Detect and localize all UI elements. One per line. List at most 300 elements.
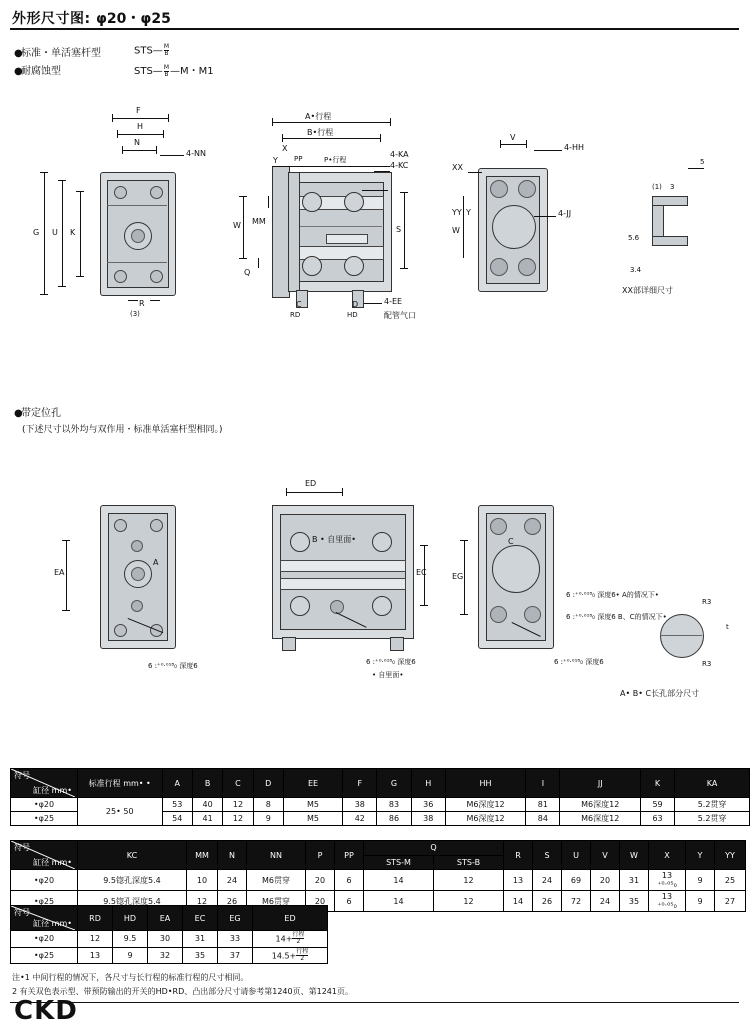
variant-1-code-prefix: STS— <box>134 45 163 57</box>
note-1 <box>12 972 248 983</box>
t1-col-JJ: JJ <box>560 769 640 798</box>
t2-symbol-cell <box>11 841 78 870</box>
t2-r1-QM: 14 <box>364 891 434 912</box>
t1-r0-B: 40 <box>192 798 222 812</box>
t1-r1-G: 86 <box>377 812 411 826</box>
t1-col-G: G <box>377 769 411 798</box>
t3-r0-bore: •φ20 <box>11 931 78 948</box>
t2-r0-YY: 25 <box>715 870 746 891</box>
dim-F-line <box>112 118 168 119</box>
dim-N-line <box>122 150 156 151</box>
dim-G-tick-t <box>40 172 48 173</box>
dim-EA-tick-b <box>62 610 70 611</box>
variant-1-frac: $\frac{M}{B}$ <box>163 43 169 57</box>
blv-loc-hole-b <box>131 600 143 612</box>
t2-r1-P: 20 <box>306 891 335 912</box>
t1-r0-D: 8 <box>253 798 283 812</box>
blv-A-label: A <box>153 558 159 567</box>
dim-Y-label: Y <box>273 156 278 165</box>
xx-dim-3: 3 <box>670 183 675 191</box>
fv-slot <box>326 234 368 244</box>
dim-F-tick-l <box>112 114 113 122</box>
t3-col-EG: EG <box>218 906 253 931</box>
t2-col-Q: Q <box>364 841 504 856</box>
dim-EG-label: EG <box>452 572 464 581</box>
xx-dim-34: 3.4 <box>630 266 642 274</box>
dim-P-label: P•行程 <box>324 156 347 164</box>
t3-r0-EG: 33 <box>218 931 253 948</box>
lv-centre-bore <box>131 229 145 243</box>
dim-EA-line <box>66 540 67 610</box>
t2-r1-MM: 12 <box>187 891 218 912</box>
t1-col-HH: HH <box>445 769 525 798</box>
fv-plate2 <box>288 172 300 292</box>
dim-R-line-l <box>128 300 138 301</box>
dim-K-tick-b <box>76 276 84 277</box>
t1-r0-JJ: M6深度12 <box>560 798 640 812</box>
dim-XX-leader <box>468 172 482 173</box>
t2-r1-W: 35 <box>620 891 649 912</box>
slot-R3-bottom: R3 <box>702 660 712 668</box>
dim-B-line <box>282 138 380 139</box>
note-1-text: 1 中间行程的情况下，各尺寸与长行程的标准行程的尺寸相同。 <box>24 973 249 982</box>
dim-H-tick-l <box>117 130 118 138</box>
t1-col-H: H <box>411 769 445 798</box>
rv-big-bore <box>492 205 536 249</box>
xx-dim-5-line <box>688 168 704 169</box>
t1-bore-label: 缸径 mm• <box>33 786 72 795</box>
dim-S-tick-b <box>400 268 408 269</box>
xx-caption: XX部详细尺寸 <box>622 286 673 295</box>
spec-table-1 <box>10 768 750 826</box>
t2-r0-S: 24 <box>533 870 562 891</box>
brv-side-note-2: 6 :⁺⁰·⁰¹⁸₀ 深度6 B、C的情况下• <box>566 613 667 621</box>
loc-hole-heading-label: 带定位孔 <box>21 408 61 419</box>
t1-r1-F: 42 <box>343 812 377 826</box>
dim-S-label: S <box>396 225 402 234</box>
variant-2-code-prefix: STS— <box>134 66 163 77</box>
t1-r0-A: 53 <box>162 798 192 812</box>
footer-rule <box>10 1002 739 1003</box>
variant-2-label: 耐腐蚀型 <box>21 66 61 77</box>
brand-logo: CKD <box>14 996 78 1026</box>
t1-r0-G: 83 <box>377 798 411 812</box>
dim-3-label: (3) <box>130 310 140 318</box>
t2-r0-V: 20 <box>591 870 620 891</box>
blv-note: 6 :⁺⁰·⁰¹⁸₀ 深度6 <box>148 662 198 670</box>
dim-B-tick-l <box>282 134 283 142</box>
table-row <box>11 931 328 948</box>
t2-r0-KC: 9.5锪孔深度5.4 <box>78 870 187 891</box>
t2-col-W: W <box>620 841 649 870</box>
dim-EG-tick-b <box>460 614 468 615</box>
t1-r0-bore: •φ20 <box>11 798 78 812</box>
dim-A-label: A•行程 <box>305 112 332 121</box>
variant-2-code <box>134 62 214 78</box>
t1-col-C: C <box>223 769 253 798</box>
dim-K-tick-t <box>76 191 84 192</box>
dim-Q-label: Q <box>244 268 251 277</box>
dim-EG-tick-t <box>460 540 468 541</box>
callout-4NN-label: 4-NN <box>186 149 206 158</box>
fv-boss-bl <box>302 256 322 276</box>
bfv-boss-tl <box>290 532 310 552</box>
t2-r1-KC: 9.5锪孔深度5.4 <box>78 891 187 912</box>
dim-A-tick-r <box>390 118 391 126</box>
t2-r0-R: 13 <box>504 870 533 891</box>
brv-C-label: C <box>508 537 514 546</box>
bullet-dot-icon-3: ● <box>14 408 23 419</box>
lv-line-1 <box>107 205 167 206</box>
loc-hole-heading <box>14 404 61 419</box>
dim-V-line <box>500 144 526 145</box>
bullet-dot-icon: ● <box>14 48 23 59</box>
t1-r1-D: 9 <box>253 812 283 826</box>
note-2-text: 2 有关双色表示型、带预防输出的开关的HD•RD、凸出部分尺寸请参考第1240页、第1241页。 <box>12 987 353 996</box>
variant-line-2 <box>14 62 61 77</box>
t1-col-B: B <box>192 769 222 798</box>
lv-line-2 <box>107 262 167 263</box>
slot-centre-line <box>660 635 702 636</box>
rv-hole-br <box>518 258 536 276</box>
dim-B-tick-r <box>380 134 381 142</box>
t2-header-row <box>11 841 746 856</box>
t3-r0-RD: 12 <box>78 931 113 948</box>
t1-r0-F: 38 <box>343 798 377 812</box>
dim-EC-tick-t <box>420 545 428 546</box>
blv-bolt-tr <box>150 519 163 532</box>
t2-r1-R: 14 <box>504 891 533 912</box>
t3-r1-ED <box>253 947 328 964</box>
xx-dim-1: (1) <box>652 183 662 191</box>
t1-r1-H: 38 <box>411 812 445 826</box>
bfv-B-note: B • 自里面• <box>312 535 357 544</box>
dim-ED-tick-r <box>342 488 343 496</box>
t3-col-HD: HD <box>113 906 148 931</box>
dim-G-line <box>44 172 45 294</box>
t2-col-PP: PP <box>335 841 364 870</box>
t1-r0-H: 36 <box>411 798 445 812</box>
dim-B-label: B•行程 <box>307 128 334 137</box>
dim-S-tick-t <box>400 192 408 193</box>
t2-col-YY: YY <box>715 841 746 870</box>
t2-col-S: S <box>533 841 562 870</box>
t3-r1-EG: 37 <box>218 947 253 964</box>
t1-r0-EE: M5 <box>283 798 342 812</box>
rv-hole-tl <box>490 180 508 198</box>
t3-r1-HD: 9 <box>113 947 148 964</box>
callout-4JJ-leader <box>534 216 556 217</box>
dim-K-line <box>80 191 81 276</box>
t2-r0-MM: 10 <box>187 870 218 891</box>
t1-col-EE: EE <box>283 769 342 798</box>
t1-col-KA: KA <box>675 769 750 798</box>
t1-col-K: K <box>640 769 674 798</box>
t1-r1-K: 63 <box>640 812 674 826</box>
dim-R-line-r <box>150 300 160 301</box>
t3-col-ED: ED <box>253 906 328 931</box>
t2-col-KC: KC <box>78 841 187 870</box>
callout-4NN-leader <box>160 155 184 156</box>
bfv-rail-1 <box>280 560 406 572</box>
t2-col-N: N <box>218 841 247 870</box>
bfv-foot-r <box>390 637 404 651</box>
dim-U-tick-t <box>58 180 66 181</box>
t1-col-stroke: 标准行程 mm• • <box>77 769 162 798</box>
dim-V-tick-r <box>526 140 527 148</box>
t2-col-Q-stsb: STS-B <box>434 855 504 870</box>
fv-boss-tl <box>302 192 322 212</box>
spec-table-2 <box>10 840 746 912</box>
brv-hole-tl <box>490 518 507 535</box>
dim-EC-tick-b <box>420 605 428 606</box>
t3-col-EC: EC <box>183 906 218 931</box>
dim-MM-line <box>268 196 269 208</box>
note-1-mark: 注• <box>12 973 25 982</box>
brv-hole-tr <box>524 518 541 535</box>
t3-r1-EA: 32 <box>148 947 183 964</box>
t2-col-MM: MM <box>187 841 218 870</box>
t1-r0-KA: 5.2贯穿 <box>675 798 750 812</box>
t1-r0-HH: M6深度12 <box>445 798 525 812</box>
t3-r0-ED-pre: 14+ <box>275 934 293 944</box>
dim-W-tick-t <box>239 196 247 197</box>
dim-EG-line <box>464 540 465 614</box>
bullet-dot-icon-2: ● <box>14 66 23 77</box>
t1-symbol-cell <box>11 769 78 798</box>
dim-V-tick-l <box>500 140 501 148</box>
t2-col-Y: Y <box>686 841 715 870</box>
loc-hole-subheading: (下述尺寸以外均与双作用・标准单活塞杆型相同。) <box>22 425 223 435</box>
t2-r1-NN: M6贯穿 <box>247 891 306 912</box>
t3-r0-ED <box>253 931 328 948</box>
t3-r0-ED-frac: 行程 2 <box>292 931 305 946</box>
dim-U-label: U <box>52 228 58 237</box>
t2-col-R: R <box>504 841 533 870</box>
dim-N-tick-l <box>122 146 123 154</box>
t1-r1-A: 54 <box>162 812 192 826</box>
t2-r0-NN: M6贯穿 <box>247 870 306 891</box>
dim-ED-tick-l <box>286 488 287 496</box>
brv-hole-bl <box>490 606 507 623</box>
dim-W-label: W <box>233 221 241 230</box>
xx-dim-56: 5.6 <box>628 234 640 242</box>
dim-HD-label: HD <box>347 311 358 319</box>
slot-outline <box>660 614 704 658</box>
dim-ED-label: ED <box>305 479 317 488</box>
t1-r1-B: 41 <box>192 812 222 826</box>
dim-EC-label: EC <box>416 568 427 577</box>
bfv-boss-br <box>372 596 392 616</box>
brv-hole-br <box>524 606 541 623</box>
page-title-sizes: φ20・φ25 <box>95 11 171 27</box>
table-row <box>11 798 750 812</box>
dim-D-label: D <box>352 300 359 309</box>
t1-col-I: I <box>526 769 560 798</box>
bfv-boss-tr <box>372 532 392 552</box>
rv-hole-tr <box>518 180 536 198</box>
callout-4KC-label: 4-KC <box>390 161 409 170</box>
t3-r1-bore: •φ25 <box>11 947 78 964</box>
title-rule <box>10 28 739 30</box>
dim-W-label-rv: W <box>452 226 460 235</box>
dim-G-tick-b <box>40 294 48 295</box>
t2-r1-bore: •φ25 <box>11 891 78 912</box>
blv-bolt-tl <box>114 519 127 532</box>
lv-bolt-bl <box>114 270 127 283</box>
t2-r0-PP: 6 <box>335 870 364 891</box>
t3-col-RD: RD <box>78 906 113 931</box>
bfv-note2: • 自里面• <box>372 671 404 679</box>
lv-bolt-br <box>150 270 163 283</box>
dim-YY-label: YY <box>452 208 462 217</box>
t3-r1-RD: 13 <box>78 947 113 964</box>
dim-W-line <box>243 196 244 258</box>
dim-C-label: C <box>296 300 302 309</box>
dim-G-label: G <box>33 228 40 237</box>
lv-bolt-tr <box>150 186 163 199</box>
t3-header-row <box>11 906 328 931</box>
t2-r0-P: 20 <box>306 870 335 891</box>
dim-S-line <box>404 192 405 268</box>
t2-r0-QM: 14 <box>364 870 434 891</box>
t2-r0-QB: 12 <box>434 870 504 891</box>
t1-r0-I: 81 <box>526 798 560 812</box>
dim-R-label: R <box>139 299 145 308</box>
t3-bore-label: 缸径 mm• <box>33 919 72 928</box>
t2-r1-N: 26 <box>218 891 247 912</box>
t1-header-row <box>11 769 750 798</box>
callout-4KC-leader <box>374 171 390 172</box>
t3-symbol-cell <box>11 906 78 931</box>
t2-col-Q-stsm: STS-M <box>364 855 434 870</box>
dim-EA-tick-t <box>62 540 70 541</box>
fv-boss-br <box>344 256 364 276</box>
blv-bolt-bl <box>114 624 127 637</box>
brv-side-note-1: 6 :⁺⁰·⁰¹⁸₀ 深度6• A的情况下• <box>566 591 659 599</box>
t2-r0-X: 13 ⁺⁰·⁰⁵₀ <box>649 870 686 891</box>
t3-r1-EC: 35 <box>183 947 218 964</box>
t3-symbol-label: 符号 <box>14 908 30 917</box>
page-title <box>12 8 171 28</box>
dim-K-label: K <box>70 228 76 237</box>
page-title-prefix: 外形尺寸图: <box>12 11 91 27</box>
dim-MM-label: MM <box>252 217 266 226</box>
bfv-rail-2 <box>280 578 406 590</box>
dim-N-tick-r <box>156 146 157 154</box>
slot-caption: A• B• C长孔部分尺寸 <box>620 689 700 698</box>
t1-col-F: F <box>343 769 377 798</box>
t1-r0-C: 12 <box>223 798 253 812</box>
dim-XX-label: XX <box>452 163 463 172</box>
xx-flange-bottom <box>652 236 688 246</box>
t1-symbol-label: 符号 <box>14 771 30 780</box>
brv-note: 6 :⁺⁰·⁰¹⁸₀ 深度6 <box>554 658 604 666</box>
t3-col-EA: EA <box>148 906 183 931</box>
variant-2-frac: $\frac{M}{B}$ <box>163 63 169 78</box>
t3-r1-ED-pre: 14.5+ <box>271 950 297 960</box>
t3-r0-HD: 9.5 <box>113 931 148 948</box>
t2-r0-bore: •φ20 <box>11 870 78 891</box>
dim-V-label: V <box>510 133 516 142</box>
callout-4JJ-label: 4-JJ <box>558 209 572 218</box>
dim-H-line <box>117 134 163 135</box>
port-note-label: 配管气口 <box>384 311 416 320</box>
t1-r1-JJ: M6深度12 <box>560 812 640 826</box>
lv-bolt-tl <box>114 186 127 199</box>
xx-flange-top <box>652 196 688 206</box>
dim-W-line-rv <box>463 196 464 258</box>
xx-dim-5: 5 <box>700 158 705 166</box>
dim-A-line <box>272 122 390 123</box>
t2-r1-Y: 9 <box>686 891 715 912</box>
dim-EA-label: EA <box>54 568 65 577</box>
table-row <box>11 947 328 964</box>
callout-4HH-leader <box>534 150 562 151</box>
callout-4EE-leader <box>364 303 382 304</box>
callout-4EE-label: 4-EE <box>384 297 403 306</box>
t2-r0-U: 69 <box>562 870 591 891</box>
t3-r0-EA: 30 <box>148 931 183 948</box>
t2-r1-U: 72 <box>562 891 591 912</box>
t2-col-P: P <box>306 841 335 870</box>
bfv-note: 6 :⁺⁰·⁰¹⁸₀ 深度6 <box>366 658 416 666</box>
callout-4HH-label: 4-HH <box>564 143 585 152</box>
spec-table-3 <box>10 905 328 964</box>
callout-4KA-label: 4-KA <box>390 150 409 159</box>
t2-col-NN: NN <box>247 841 306 870</box>
table-row <box>11 870 746 891</box>
dim-RD-label: RD <box>290 311 301 319</box>
t3-r0-EC: 31 <box>183 931 218 948</box>
dim-ED-line <box>286 492 342 493</box>
rv-hole-bl <box>490 258 508 276</box>
slot-t-label: t <box>726 623 729 631</box>
dim-W-tick-b <box>239 258 247 259</box>
t2-symbol-label: 符号 <box>14 843 30 852</box>
t1-r0-K: 59 <box>640 798 674 812</box>
dim-PP-label: PP <box>294 155 303 163</box>
brv-big-bore <box>492 545 540 593</box>
variant-1-label: 标准・单活塞杆型 <box>21 48 101 59</box>
dim-H-tick-r <box>163 130 164 138</box>
t2-r1-S: 26 <box>533 891 562 912</box>
t3-r1-ED-frac: 行程 2 <box>296 947 309 962</box>
bfv-boss-bl <box>290 596 310 616</box>
callout-4KA-leader <box>362 190 388 191</box>
dim-F-tick-r <box>168 114 169 122</box>
t2-bore-label: 缸径 mm• <box>33 858 72 867</box>
t2-r1-V: 24 <box>591 891 620 912</box>
t1-r1-bore: •φ25 <box>11 812 78 826</box>
dim-Q-line <box>258 258 259 268</box>
variant-line-1 <box>14 44 101 59</box>
bfv-foot-l <box>282 637 296 651</box>
t2-r1-YY: 27 <box>715 891 746 912</box>
t1-r1-HH: M6深度12 <box>445 812 525 826</box>
t2-r1-QB: 12 <box>434 891 504 912</box>
blv-centre-bore <box>131 567 145 581</box>
t2-col-V: V <box>591 841 620 870</box>
blv-loc-hole-a <box>131 540 143 552</box>
t2-col-X: X <box>649 841 686 870</box>
t2-r0-W: 31 <box>620 870 649 891</box>
t1-r1-C: 12 <box>223 812 253 826</box>
slot-R3-top: R3 <box>702 598 712 606</box>
dim-H-label: H <box>137 122 144 131</box>
t1-r1-I: 84 <box>526 812 560 826</box>
t2-r0-N: 24 <box>218 870 247 891</box>
